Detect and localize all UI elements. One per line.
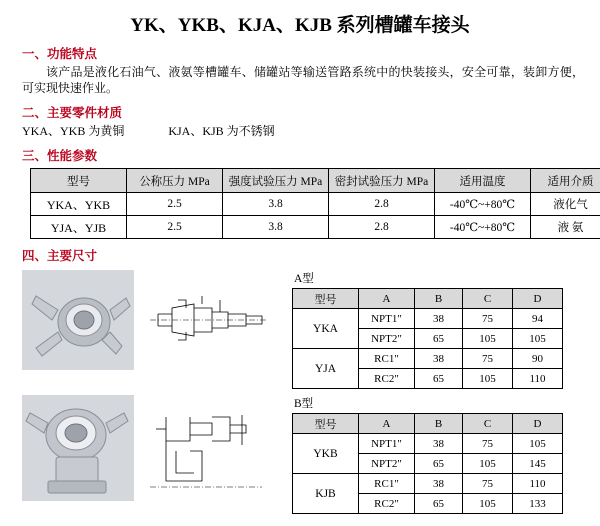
col-header-d: D	[513, 414, 563, 434]
cell-d: 145	[513, 454, 563, 474]
table-row	[31, 216, 600, 239]
dimension-label-a: A型	[294, 270, 562, 286]
col-header-a: A	[359, 414, 415, 434]
cell-a: RC1"	[359, 349, 415, 369]
col-header-c: C	[463, 414, 513, 434]
cell-d: 90	[513, 349, 563, 369]
col-header-strength-test: 强度试验压力 MPa	[223, 169, 329, 193]
cell-nominal-pressure: 2.5	[127, 193, 223, 216]
cell-temperature: -40℃~+80℃	[435, 216, 531, 239]
coupling-drawing-a	[142, 270, 274, 370]
section-text-materials	[22, 123, 584, 139]
technical-drawing-b	[142, 395, 274, 501]
document-page	[0, 10, 600, 526]
col-header-b: B	[415, 414, 463, 434]
cell-c: 75	[463, 349, 513, 369]
dimension-table-a-wrap	[292, 270, 562, 389]
cell-c: 105	[463, 494, 513, 514]
cell-c: 105	[463, 369, 513, 389]
cell-model: YKB	[293, 434, 359, 474]
cell-b: 38	[415, 474, 463, 494]
cell-a: RC2"	[359, 369, 415, 389]
cell-c: 75	[463, 309, 513, 329]
dimensions-section	[0, 270, 600, 514]
cell-c: 105	[463, 454, 513, 474]
col-header-temperature: 适用温度	[435, 169, 531, 193]
cell-b: 65	[415, 329, 463, 349]
table-row	[293, 309, 563, 329]
cell-b: 65	[415, 369, 463, 389]
col-header-nominal-pressure: 公称压力 MPa	[127, 169, 223, 193]
cell-b: 65	[415, 494, 463, 514]
table-header-row	[293, 289, 563, 309]
table-row	[31, 193, 600, 216]
col-header-c: C	[463, 289, 513, 309]
cell-d: 110	[513, 474, 563, 494]
cell-d: 105	[513, 329, 563, 349]
cell-strength-test: 3.8	[223, 216, 329, 239]
dimension-table-b	[292, 413, 563, 514]
product-photo-b	[22, 395, 134, 501]
cell-d: 110	[513, 369, 563, 389]
materials-steel: KJA、KJB 为不锈钢	[168, 124, 274, 138]
cell-a: RC2"	[359, 494, 415, 514]
section-heading-performance: 三、性能参数	[22, 146, 600, 164]
cell-seal-test: 2.8	[329, 216, 435, 239]
technical-drawing-a	[142, 270, 274, 370]
cell-a: NPT1"	[359, 434, 415, 454]
cell-temperature: -40℃~+80℃	[435, 193, 531, 216]
cell-model: YJA	[293, 349, 359, 389]
col-header-model: 型号	[293, 414, 359, 434]
table-header-row	[31, 169, 600, 193]
performance-table	[30, 168, 600, 239]
page-title: YK、YKB、KJA、KJB 系列槽罐车接头	[0, 10, 600, 37]
dimension-block-a	[0, 270, 600, 389]
cell-c: 105	[463, 329, 513, 349]
cell-a: NPT1"	[359, 309, 415, 329]
cell-strength-test: 3.8	[223, 193, 329, 216]
col-header-model: 型号	[293, 289, 359, 309]
dimension-label-b: B型	[294, 395, 562, 411]
cell-b: 38	[415, 434, 463, 454]
cell-d: 133	[513, 494, 563, 514]
cell-nominal-pressure: 2.5	[127, 216, 223, 239]
cell-c: 75	[463, 474, 513, 494]
section-heading-dimensions: 四、主要尺寸	[22, 246, 600, 264]
cell-b: 38	[415, 349, 463, 369]
cell-model: YKA	[293, 309, 359, 349]
cell-medium: 液化气	[531, 193, 600, 216]
col-header-model: 型号	[31, 169, 127, 193]
col-header-b: B	[415, 289, 463, 309]
cell-c: 75	[463, 434, 513, 454]
dimension-block-b	[0, 395, 600, 514]
col-header-medium: 适用介质	[531, 169, 600, 193]
cell-d: 105	[513, 434, 563, 454]
table-header-row	[293, 414, 563, 434]
cell-model: YKA、YKB	[31, 193, 127, 216]
cell-model: KJB	[293, 474, 359, 514]
cell-b: 65	[415, 454, 463, 474]
cell-a: NPT2"	[359, 454, 415, 474]
product-photo-a	[22, 270, 134, 370]
cell-a: RC1"	[359, 474, 415, 494]
coupling-photo-b-art	[22, 395, 134, 501]
cell-seal-test: 2.8	[329, 193, 435, 216]
coupling-photo-a-art	[22, 270, 134, 370]
cell-medium: 液 氨	[531, 216, 600, 239]
col-header-d: D	[513, 289, 563, 309]
table-row	[293, 434, 563, 454]
cell-d: 94	[513, 309, 563, 329]
section-heading-features: 一、功能特点	[22, 44, 600, 62]
cell-model: YJA、YJB	[31, 216, 127, 239]
materials-brass: YKA、YKB 为黄铜	[22, 124, 124, 138]
dimension-table-a	[292, 288, 563, 389]
table-row	[293, 474, 563, 494]
col-header-a: A	[359, 289, 415, 309]
table-row	[293, 349, 563, 369]
coupling-drawing-b	[142, 395, 274, 501]
section-heading-materials: 二、主要零件材质	[22, 103, 600, 121]
dimension-table-b-wrap	[292, 395, 562, 514]
col-header-seal-test: 密封试验压力 MPa	[329, 169, 435, 193]
cell-a: NPT2"	[359, 329, 415, 349]
cell-b: 38	[415, 309, 463, 329]
section-text-features: 该产品是液化石油气、液氨等槽罐车、储罐站等输送管路系统中的快装接头，安全可靠，装卸方便，可实现快速作业。	[22, 64, 584, 96]
